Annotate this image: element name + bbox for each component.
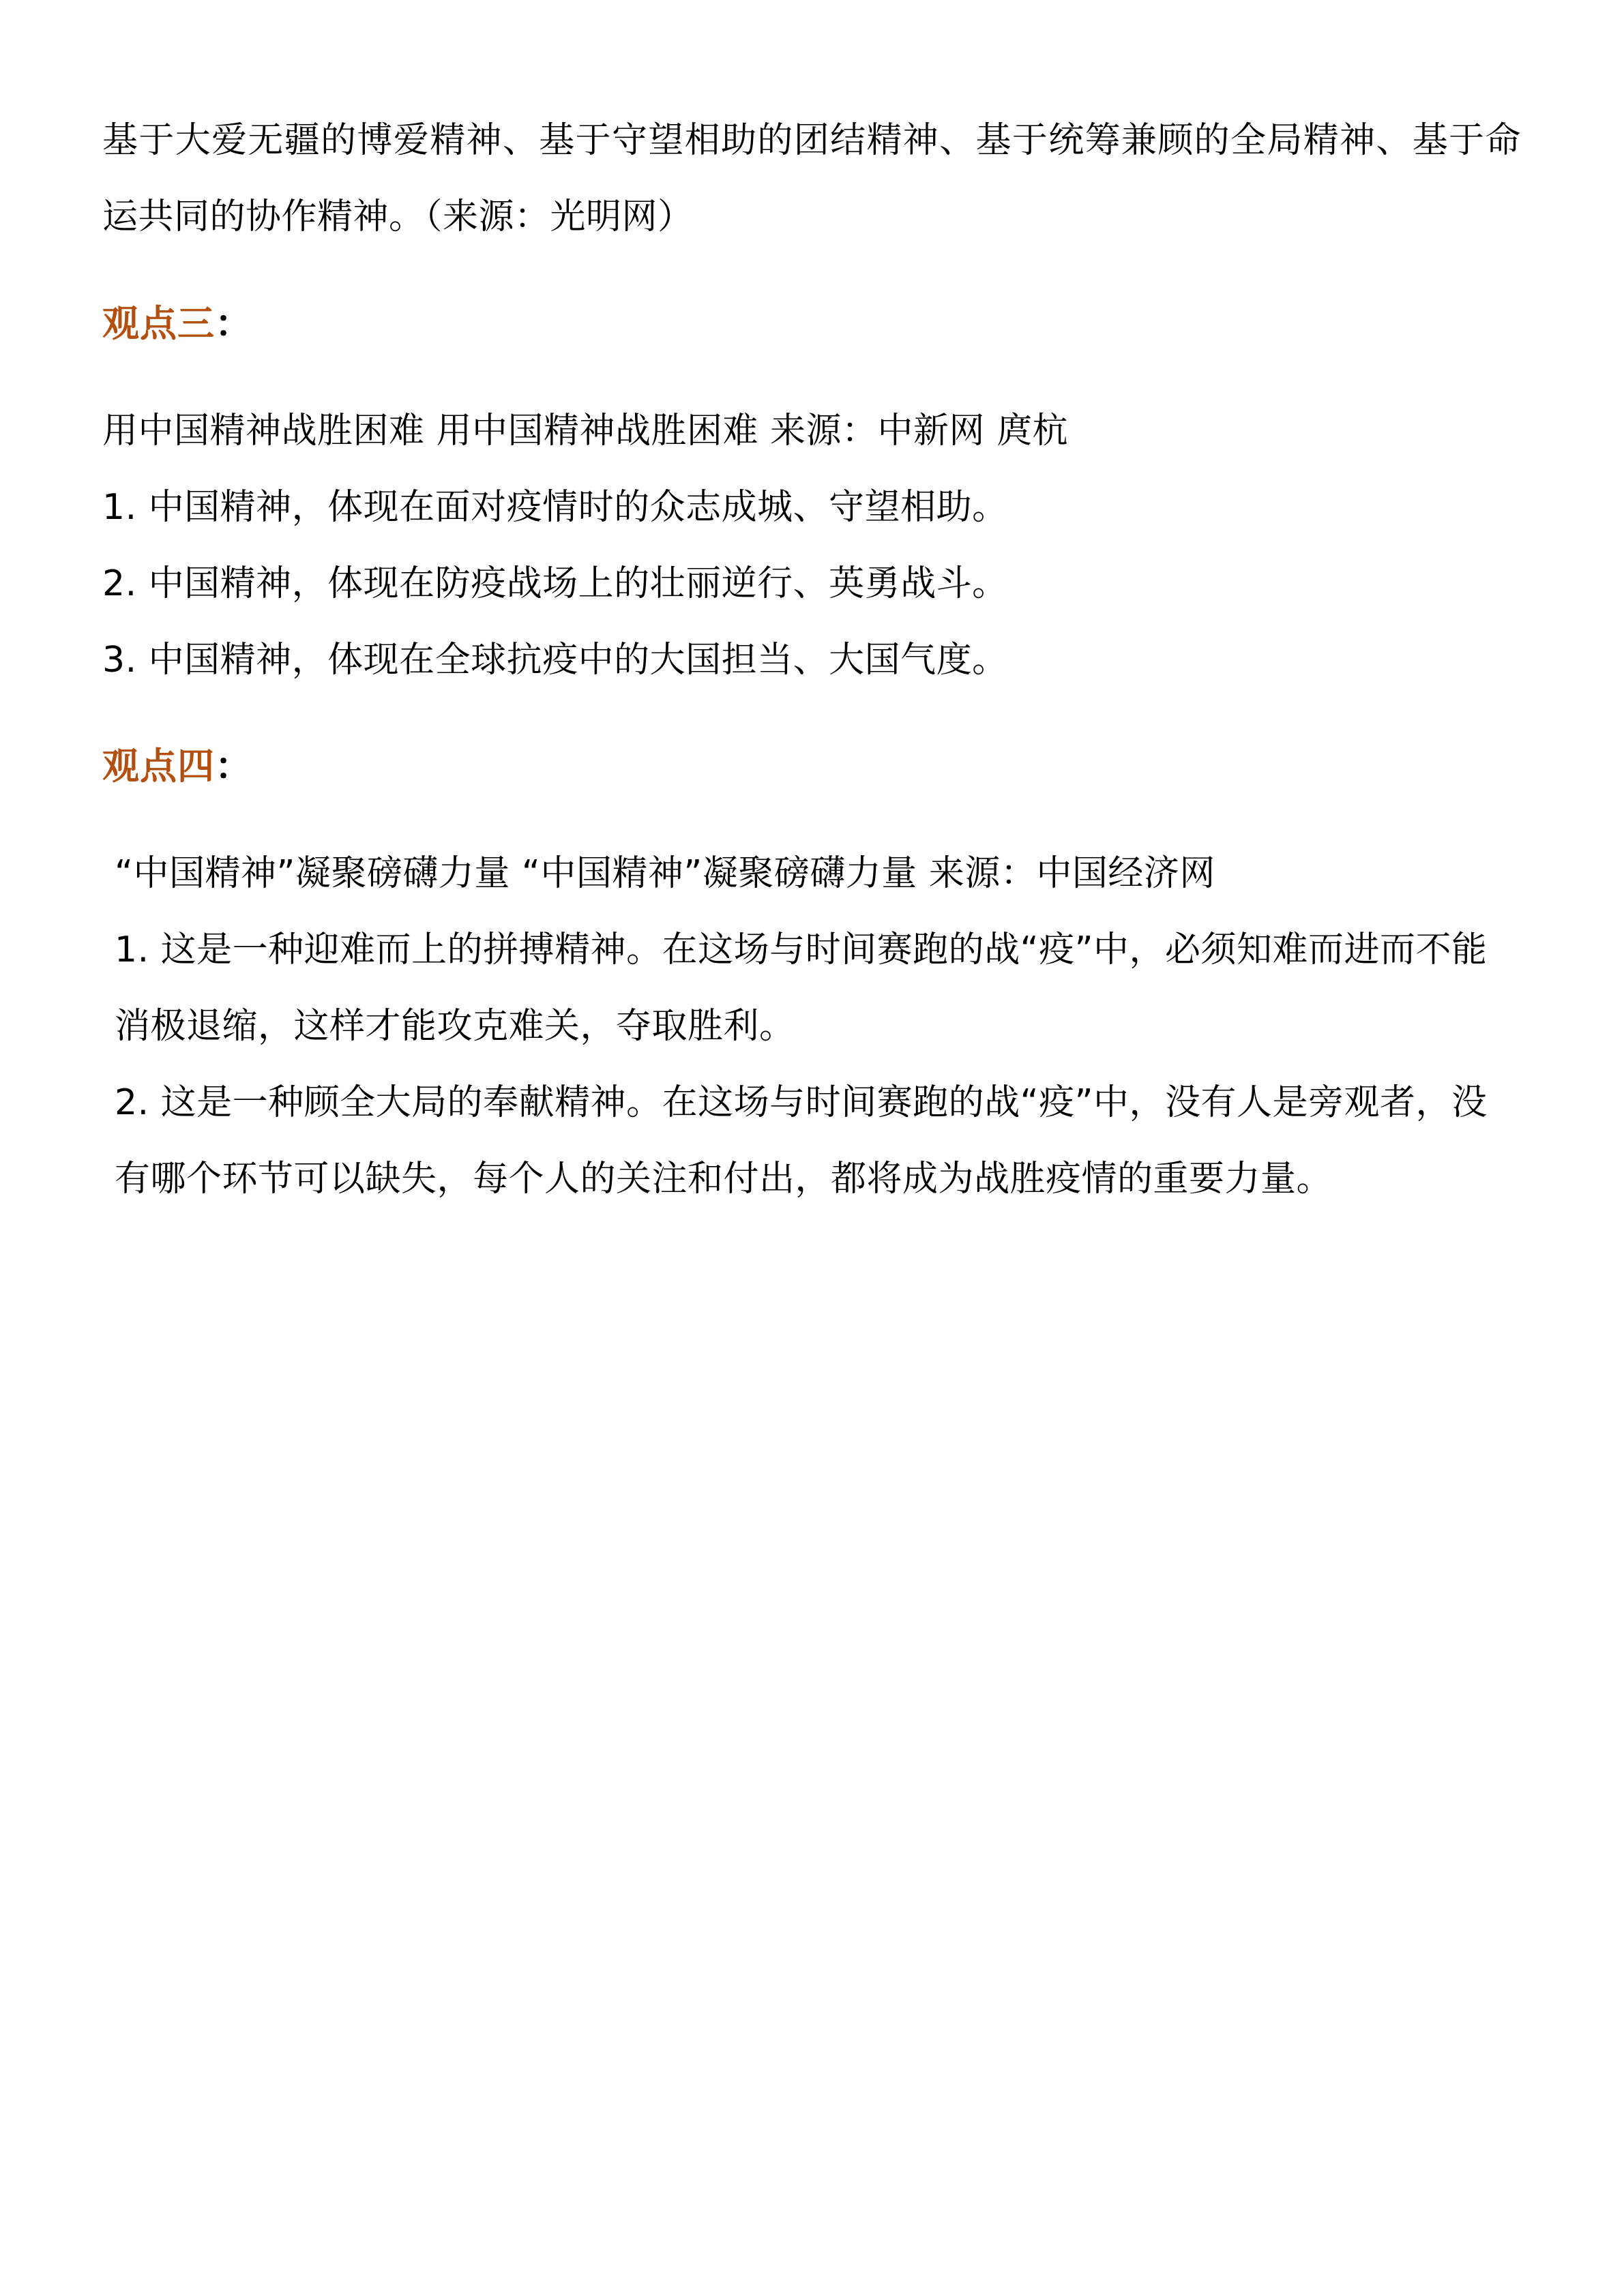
paragraph-intro: 基于大爱无疆的博爱精神、基于守望相助的团结精神、基于统筹兼顾的全局精神、基于命运共同的协作精神。（来源：光明网） [102,120,1521,237]
heading-viewpoint-three-label: 观点三 [102,301,215,345]
heading-viewpoint-four [102,728,1521,805]
heading-viewpoint-three [102,286,1521,362]
list-item: 1. 中国精神，体现在面对疫情时的众志成城、守望相助。 [102,486,1008,528]
heading-viewpoint-four-label: 观点四 [102,745,215,788]
list-item: 2. 这是一种顾全大局的奉献精神。在这场与时间赛跑的战“疫”中，没有人是旁观者，没有哪个环节可以缺失，每个人的关注和付出，都将成为战胜疫情的重要力量。 [115,1082,1488,1200]
heading-viewpoint-four-colon: ： [215,745,252,788]
heading-viewpoint-three-colon: ： [215,301,252,345]
list-item: 1. 这是一种迎难而上的拼搏精神。在这场与时间赛跑的战“疫”中，必须知难而进而不能消极退缩，这样才能攻克难关，夺取胜利。 [115,929,1488,1047]
document-body [102,102,1521,1217]
paragraph-viewpoint-four-source: “中国精神”凝聚磅礴力量 “中国精神”凝聚磅礴力量 来源：中国经济网 [115,853,1215,895]
paragraph-viewpoint-three-source: 用中国精神战胜困难 用中国精神战胜困难 来源：中新网 庹杭 [102,410,1069,451]
list-item: 2. 中国精神，体现在防疫战场上的壮丽逆行、英勇战斗。 [102,563,1008,604]
list-item: 3. 中国精神，体现在全球抗疫中的大国担当、大国气度。 [102,639,1008,681]
